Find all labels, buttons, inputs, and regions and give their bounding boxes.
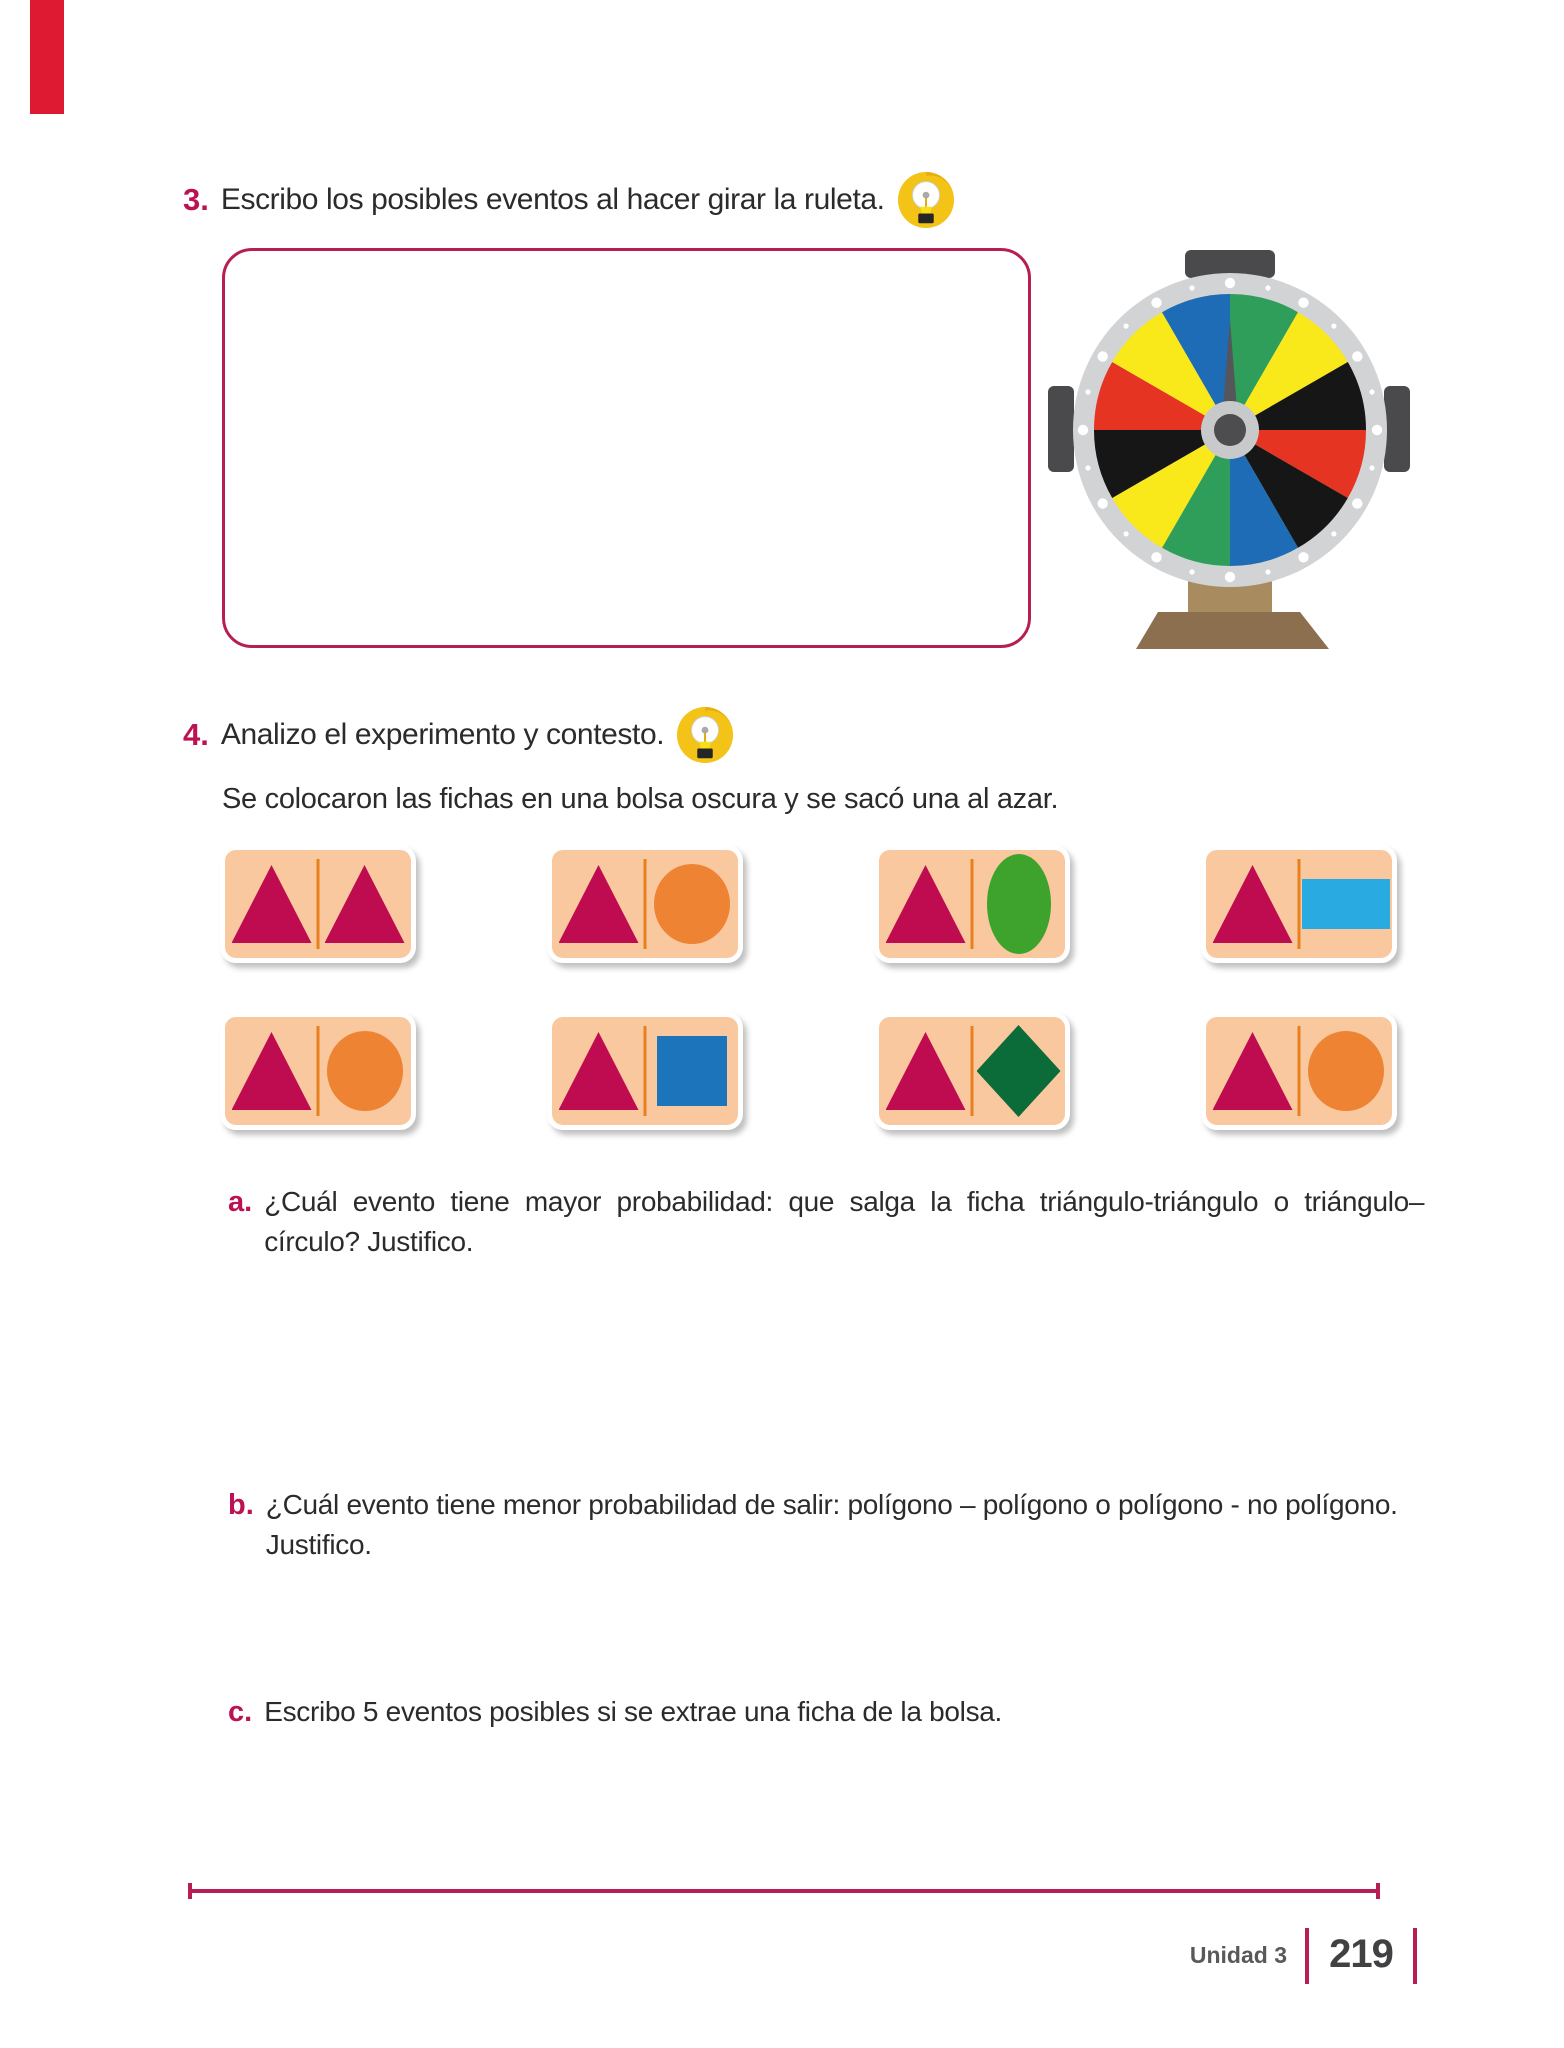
tile-half-left (879, 850, 972, 958)
footer-rule (188, 1889, 1380, 1893)
tile-half-left (552, 1017, 645, 1125)
tile-triangle-ellipse (874, 845, 1070, 963)
tile-divider (971, 859, 974, 949)
tile-half-right (318, 850, 411, 958)
tile-triangle-circle (1201, 1012, 1397, 1130)
unit-corner-tab (30, 0, 64, 114)
spinning-wheel-illustration (1048, 250, 1410, 652)
wheel-peg-left (1048, 386, 1074, 472)
diamond-shape (977, 1025, 1061, 1117)
tile-divider (971, 1026, 974, 1116)
question-c-label: c. (228, 1696, 253, 1728)
wheel-peg-right (1384, 386, 1410, 472)
tile-divider (1298, 1026, 1301, 1116)
wheel-hub-inner (1214, 414, 1246, 446)
tile-half-left (1206, 850, 1299, 958)
tile-half-right (1299, 850, 1392, 958)
tile-triangle-rect (1201, 845, 1397, 963)
answer-box-exercise-3 (222, 248, 1031, 648)
triangle-shape (325, 865, 405, 943)
tile-triangle-circle (220, 1012, 416, 1130)
lightbulb-icon (897, 171, 955, 229)
tile-half-right (1299, 1017, 1392, 1125)
tile-triangle-circle (547, 845, 743, 963)
triangle-shape (559, 865, 639, 943)
question-c-text: Escribo 5 eventos posibles si se extrae una ficha de la bolsa. (264, 1696, 1003, 1727)
triangle-shape (232, 1032, 312, 1110)
tile-triangle-triangle (220, 845, 416, 963)
tile-half-left (225, 1017, 318, 1125)
ellipse-shape (987, 854, 1051, 954)
tile-triangle-square (547, 1012, 743, 1130)
triangle-shape (232, 865, 312, 943)
tiles-grid (220, 845, 1397, 1179)
triangle-shape (1213, 1032, 1293, 1110)
question-a-text: ¿Cuál evento tiene mayor probabilidad: que salga la ficha triángulo-triángulo o triángulo–círculo? Justifico. (264, 1186, 1425, 1257)
rect-shape (1302, 879, 1390, 929)
question-c (228, 1692, 1428, 1732)
exercise-3-number: 3. (183, 182, 209, 217)
exercise-4-prompt: Analizo el experimento y contesto. (220, 718, 665, 751)
page-number-right-bar (1413, 1928, 1417, 1984)
tile-triangle-diamond (874, 1012, 1070, 1130)
tile-divider (317, 1026, 320, 1116)
triangle-shape (1213, 865, 1293, 943)
tile-half-left (879, 1017, 972, 1125)
exercise-4-intro: Se colocaron las fichas en una bolsa oscura y se sacó una al azar. (222, 783, 1059, 815)
tile-divider (1298, 859, 1301, 949)
exercise-3-prompt: Escribo los posibles eventos al hacer girar la ruleta. (220, 183, 885, 216)
question-b-text: ¿Cuál evento tiene menor probabilidad de salir: polígono – polígono o polígono - no polígono. Justifico. (265, 1489, 1398, 1560)
tile-half-right (318, 1017, 411, 1125)
tile-half-right (645, 850, 738, 958)
question-a (228, 1182, 1428, 1262)
tile-half-left (552, 850, 645, 958)
exercise-4-header (183, 703, 734, 767)
exercise-3-header (183, 168, 955, 232)
tiles-row-2 (220, 1012, 1397, 1130)
tile-half-left (225, 850, 318, 958)
page-number: 219 (1329, 1932, 1393, 1976)
tile-half-right (972, 1017, 1065, 1125)
wheel-stand-base (1136, 612, 1329, 649)
tile-half-left (1206, 1017, 1299, 1125)
triangle-shape (886, 865, 966, 943)
tile-divider (644, 859, 647, 949)
tile-divider (317, 859, 320, 949)
question-b-label: b. (228, 1489, 254, 1521)
question-b (228, 1485, 1443, 1565)
circle-shape (654, 864, 730, 944)
tile-divider (644, 1026, 647, 1116)
circle-shape (1308, 1031, 1384, 1111)
square-shape (657, 1036, 727, 1106)
tile-half-right (972, 850, 1065, 958)
exercise-4-number: 4. (183, 717, 209, 752)
lightbulb-icon (676, 706, 734, 764)
circle-shape (327, 1031, 403, 1111)
triangle-shape (559, 1032, 639, 1110)
footer-unit-label: Unidad 3 (1189, 1942, 1287, 1968)
tile-half-right (645, 1017, 738, 1125)
tiles-row-1 (220, 845, 1397, 963)
triangle-shape (886, 1032, 966, 1110)
question-a-label: a. (228, 1186, 253, 1218)
